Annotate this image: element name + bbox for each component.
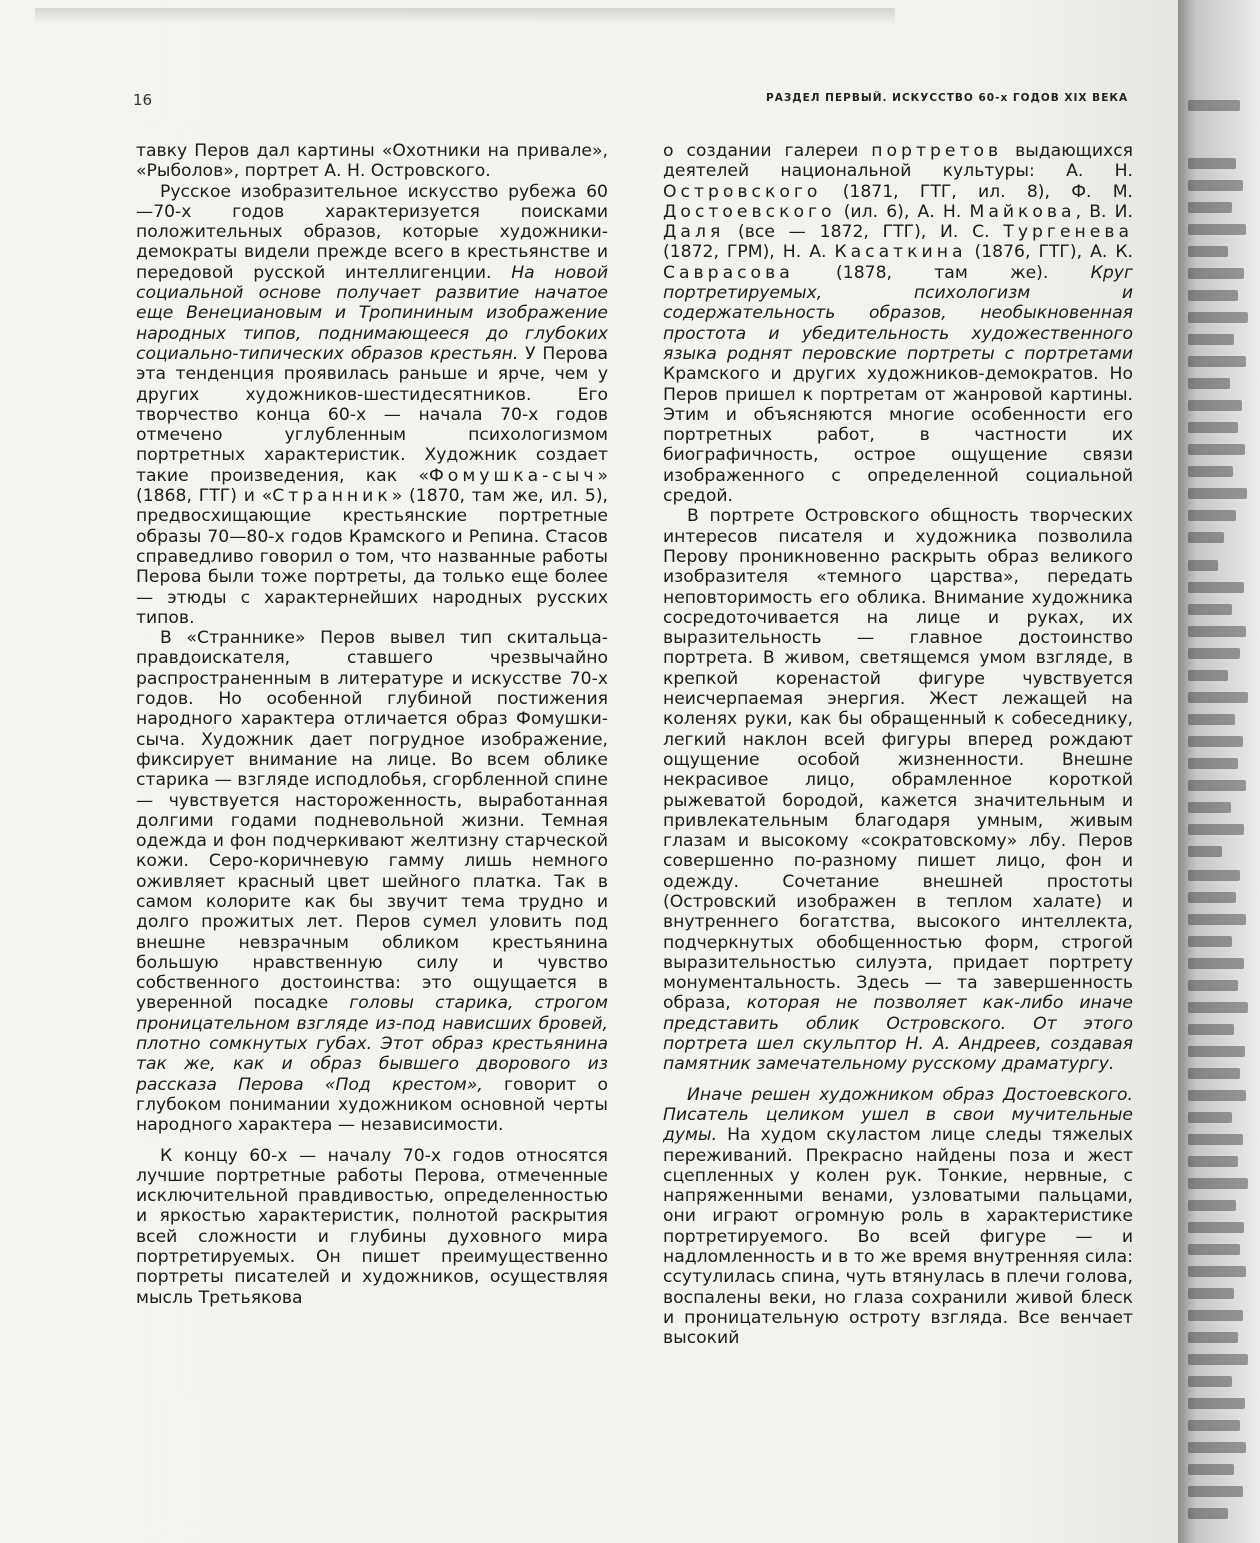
paragraph: тавку Перов дал картины «Охотники на привале», «Рыболов», портрет А. Н. Островского. (136, 141, 608, 182)
paragraph: В портрете Островского общность творческих интересов писателя и художника позволила Перову проникновенно раскрыть образ великого изобразителя «темного царства», передать неповторимость его облика. Внимание художника сосредоточивается на лице и руках, их выразительность — главное достоинство портрета. В живом, светящемся умом взгляде, в крепкой коренастой фигуре чувствуется неисчерпаемая энергия. Жест лежащей на коленях руки, как бы обращенный к собеседнику, легкий наклон всей фигуры вперед рождают ощущение особой жизненности. Внешне некрасивое лицо, обрамленное короткой рыжеватой бородой, кажется значительным и привлекательным благодаря умным, живым глазам и высокому «сократовскому» лбу. Перов совершенно по-разному пишет лицо, фон и одежду. Сочетание внешней простоты (Островский изображен в теплом халате) и внутреннего богатства, высокого интеллекта, подчеркнутых обобщенностью форм, строгой выразительностью силуэта, придает портрету монументальность. Здесь — та завершенность образа, которая не позволяет как-либо иначе представить облик Островского. От этого портрета шел скульптор Н. А. Андреев, создавая памятник замечательному русскому драматургу. (663, 506, 1133, 1075)
paragraph: Русское изобразительное искусство рубежа 60—70-х годов характеризуется поисками положительных образов, которые художники-демократы видели прежде всего в крестьянстве и передовой русской интеллигенции. На новой социальной основе получает развитие начатое еще Венециановым и Тропининым изображение народных типов, поднимающееся до глубоких социально-типических образов крестьян. У Перова эта тенденция проявилась раньше и ярче, чем у других художников-шестидесятников. Его творчество конца 60-х — начала 70-х годов отмечено углубленным психологизмом портретных характеристик. Художник создает такие произведения, как «Фомушка-сыч» (1868, ГТГ) и «Странник» (1870, там же, ил. 5), предвосхищающие крестьянские портретные образы 70—80-х годов Крамского и Репина. Стасов справедливо говорил о том, что названные работы Перова были тоже портреты, да только еще более — этюды с характернейших народных русских типов. (136, 181, 609, 628)
paragraph: К концу 60-х — началу 70-х годов относятся лучшие портретные работы Перова, отмеченные исключительной правдивостью, определенностью и яркостью характеристик, полнотой раскрытия всей сложности и глубины духовного мира портретируемых. Он пишет преимущественно портреты писателей и художников, осуществляя мысль Третьякова (136, 1145, 608, 1308)
spaced-title: Странник (272, 486, 392, 507)
adjacent-page-edge (1178, 0, 1260, 1543)
paragraph: Иначе решен художником образ Достоевского. Писатель целиком ушел в свои мучительные думы. На худом скуластом лице следы тяжелых переживаний. Прекрасно найдены поза и жест сцепленных у колен рук. Тонкие, нервные, с напряженными венами, узловатыми пальцами, они играют огромную роль в характеристике портретируемого. Во всей фигуре — и надломленность и в то же время внутренняя сила: ссутулилась спина, чуть втянулась в плечи голова, воспалены веки, но глаза сохранили живой блеск и проницательную остроту взгляда. Все венчает высокий (663, 1084, 1133, 1349)
page-number: 16 (133, 91, 153, 109)
paragraph: о создании галереи портретов выдающихся деятелей национальной культуры: А. Н. Островского (1871, ГТГ, ил. 8), Ф. М. Достоевского (ил. 6), А. Н. Майкова, В. И. Даля (все — 1872, ГТГ), И. С. Тургенева (1872, ГРМ), Н. А. Касаткина (1876, ГТГ), А. К. Саврасова (1878, там же). Круг портретируемых, психологизм и содержательность образов, необыкновенная простота и убедительность художественного языка роднят перовские портреты с портретами Крамского и других художников-демократов. Но Перов пришел к портретам от жанровой картины. Этим и объясняются многие особенности его портретных работ, в частности их биографичность, острое ощущение связи изображенного с определенной социальной средой. (663, 141, 1134, 507)
spaced-title: Фомушка-сыч (429, 465, 598, 486)
scan-shadow (35, 8, 895, 24)
paragraph: В «Страннике» Перов вывел тип скитальца-правдоискателя, ставшего чрезвычайно распространенным в литературе и искусстве 70-х годов. Но особенной глубиной постижения народного характера отличается образ Фомушки-сыча. Художник дает погрудное изображение, фиксирует внимание на лице. Во всем облике старика — взгляде исподлобья, сгорбленной спине — чувствуется настороженность, выработанная долгими годами подневольной жизни. Темная одежда и фон подчеркивают желтизну старческой кожи. Серо-коричневую гамму лишь немного оживляет красный цвет шейного платка. Так в самом колорите как бы звучит тема трудно и долго прожитых лет. Перов сумел уловить под внешне невзрачным обликом крестьянина большую нравственную силу и чувство собственного достоинства: это ощущается в уверенной посадке головы старика, строгом проницательном взгляде из-под нависших бровей, плотно сомкнутых губах. Этот образ крестьянина так же, как и образ бывшего дворового из рассказа Перова «Под крестом», говорит о глубоком понимании художником основной черты народного характера — независимости. (136, 628, 608, 1136)
right-column (663, 141, 1133, 1349)
left-column (136, 141, 608, 1308)
running-header: РАЗДЕЛ ПЕРВЫЙ. ИСКУССТВО 60-х ГОДОВ XIX ВЕКА (766, 92, 1129, 104)
